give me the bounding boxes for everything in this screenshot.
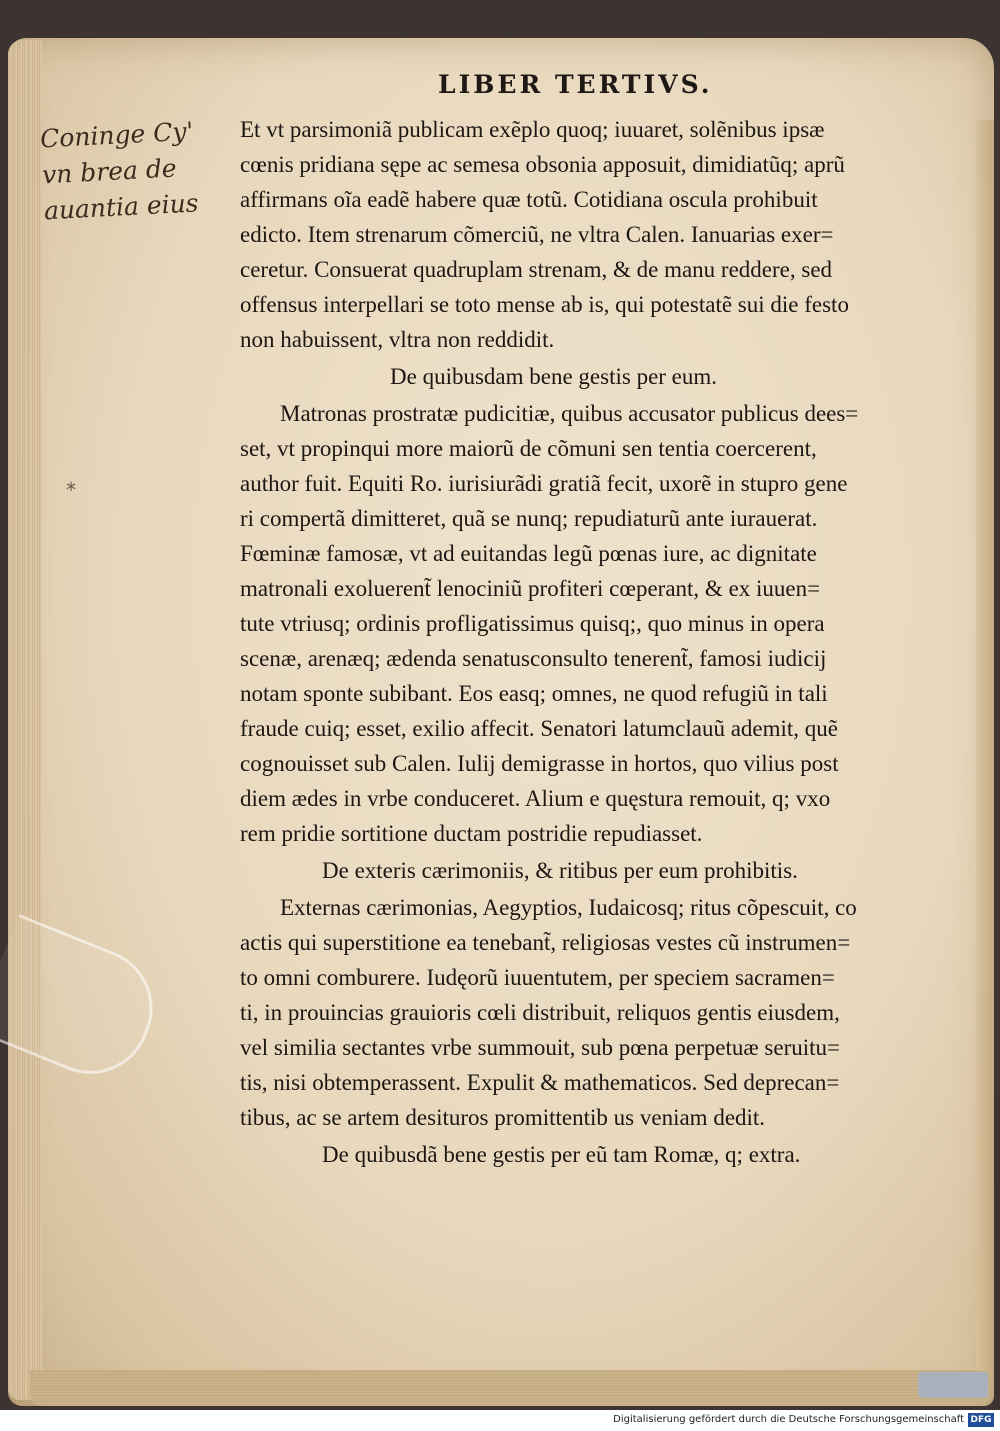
page-stack-bottom — [30, 1370, 990, 1406]
text-line: tibus, ac se artem desituros promittentib us veniam dedit. — [240, 1105, 766, 1130]
marginal-star: * — [66, 478, 76, 502]
text-line: actis qui superstitione ea tenebant̃, religiosas vestes cũ instrumen= — [240, 930, 851, 955]
text-line: Et vt parsimoniã publicam exẽplo quoq; iuuaret, solẽnibus ipsæ — [240, 117, 825, 142]
section-heading: De quibusdã bene gestis per eũ tam Romæ, q; extra. — [322, 1142, 801, 1167]
blue-tab-mark — [918, 1372, 988, 1398]
text-line: author fuit. Equiti Ro. iurisiurãdi gratiã fecit, uxorẽ in stupro gene — [240, 471, 848, 496]
text-line: affirmans oĩa eadẽ habere quæ totũ. Cotidiana oscula prohibuit — [240, 187, 818, 212]
text-line: ceretur. Consuerat quadruplam strenam, & de manu reddere, sed — [240, 257, 833, 282]
section-heading: De exteris cærimoniis, & ritibus per eum prohibitis. — [322, 858, 798, 883]
main-text — [240, 112, 930, 1174]
dfg-logo: DFG — [968, 1413, 994, 1427]
text-line: matronali exoluerent̃ lenociniũ profiteri cœperant, & ex iuuen= — [240, 576, 821, 601]
text-line: set, vt propinqui more maiorũ de cõmuni sen tentia coercerent, — [240, 436, 817, 461]
text-line: Matronas prostratæ pudicitiæ, quibus accusator publicus dees= — [280, 401, 859, 426]
text-line: scenæ, arenæq; ædenda senatusconsulto tenerent̃, famosi iudicij — [240, 646, 827, 671]
text-line: to omni comburere. Iudęorũ iuuentutem, per speciem sacramen= — [240, 965, 835, 990]
text-line: notam sponte subibant. Eos easq; omnes, ne quod refugiũ in tali — [240, 681, 828, 706]
text-line: offensus interpellari se toto mense ab is, qui potestatẽ sui die festo — [240, 292, 849, 317]
text-line: cœnis pridiana sępe ac semesa obsonia apposuit, dimidiatũq; aprũ — [240, 152, 845, 177]
page-edges-right — [976, 120, 994, 1390]
text-line: Externas cærimonias, Aegyptios, Iudaicosq; ritus cõpescuit, co — [280, 895, 857, 920]
margin-note-line: auantia eius — [43, 188, 200, 226]
text-line: non habuissent, vltra non reddidit. — [240, 327, 555, 352]
handwritten-margin-note — [39, 111, 254, 230]
text-line: tute vtriusq; ordinis profligatissimus quisq;, quo minus in opera — [240, 611, 825, 636]
footer-bar — [0, 1410, 1000, 1431]
text-line: cognouisset sub Calen. Iulij demigrasse in hortos, quo vilius post — [240, 751, 839, 776]
running-head: LIBER TERTIVS. — [438, 70, 713, 99]
text-line: ri compertã dimitteret, quã se nunq; repudiaturũ ante iurauerat. — [240, 506, 818, 531]
text-line: rem pridie sortitione ductam postridie repudiasset. — [240, 821, 703, 846]
text-line: fraude cuiq; esset, exilio affecit. Senatori latumclauũ ademit, quẽ — [240, 716, 838, 741]
text-line: edicto. Item strenarum cõmerciũ, ne vltra Calen. Ianuarias exer= — [240, 222, 834, 247]
text-line: diem ædes in vrbe conduceret. Alium e quęstura remouit, q; vxo — [240, 786, 831, 811]
text-line: ti, in prouincias grauioris cœli distribuit, reliquos gentis eiusdem, — [240, 1000, 840, 1025]
text-line: vel similia sectantes vrbe summouit, sub pœna perpetuæ seruitu= — [240, 1035, 840, 1060]
text-line: tis, nisi obtemperassent. Expulit & mathematicos. Sed deprecan= — [240, 1070, 840, 1095]
margin-note-line: Coninge Cy' — [39, 116, 195, 154]
margin-note-line: vn brea de — [41, 153, 178, 190]
page-edges-left — [8, 40, 42, 1400]
text-line: Fœminæ famosæ, vt ad euitandas legũ pœnas iure, ac dignitate — [240, 541, 817, 566]
section-heading: De quibusdam bene gestis per eum. — [390, 364, 718, 389]
funding-credit: Digitalisierung gefördert durch die Deutsche Forschungsgemeinschaft — [613, 1414, 964, 1425]
